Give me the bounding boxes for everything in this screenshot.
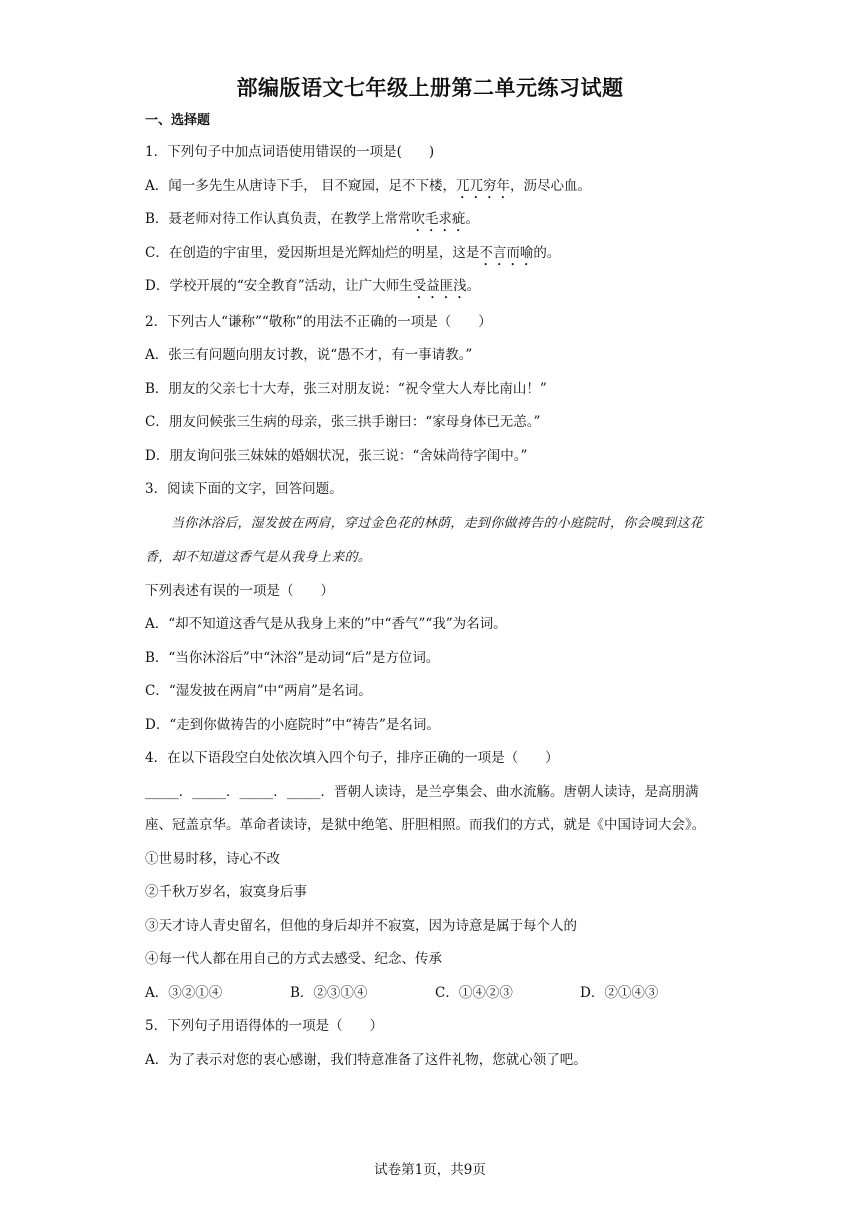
q2-option-c: C．朋友问候张三生病的母亲，张三拱手谢曰：“家母身体已无恙。” [145, 414, 541, 430]
q4-sentence-2: ②千秋万岁名，寂寞身后事 [145, 884, 307, 900]
q4-sentence-3: ③天才诗人青史留名，但他的身后却并不寂寞，因为诗意是属于每个人的 [145, 917, 577, 934]
q4-option-c: C．①④②③ [435, 984, 513, 1001]
q3-option-b: B．“当你沐浴后”中“沐浴”是动词“后”是方位词。 [145, 649, 440, 666]
q3-prompt: 下列表述有误的一项是（ ） [145, 582, 334, 599]
q5-option-a: A．为了表示对您的衷心感谢，我们特意准备了这件礼物，您就心领了吧。 [145, 1051, 587, 1068]
q4-option-d: D．②①④③ [580, 984, 659, 1001]
q2-option-b: B．朋友的父亲七十大寿，张三对朋友说：“祝令堂大人寿比南山！” [145, 380, 547, 397]
q4-stem: 4．在以下语段空白处依次填入四个句子，排序正确的一项是（ ） [145, 750, 559, 766]
q1-option-b: B．聂老师对待工作认真负责，在教学上常常吹毛求疵。 [145, 211, 479, 227]
dotted-word: 吹毛求疵 [411, 211, 466, 227]
q2-option-d: D．朋友询问张三妹妹的婚姻状况，张三说：“舍妹尚待字闺中。” [145, 447, 528, 464]
q3-passage: 当你沐浴后，湿发披在两肩，穿过金色花的林荫，走到你做祷告的小庭院时，你会嗅到这花香，却不知道这香气是从我身上来的。 [145, 515, 704, 565]
q3-option-d: D．“走到你做祷告的小庭院时”中“祷告”是名词。 [145, 716, 440, 733]
q1-option-c: C．在创造的宇宙里，爱因斯坦是光辉灿烂的明星，这是不言而喻的。 [145, 244, 561, 261]
q3-stem: 3．阅读下面的文字，回答问题。 [145, 481, 343, 497]
dotted-word: 不言而喻 [479, 244, 534, 261]
q5-stem: 5．下列句子用语得体的一项是（ ） [145, 1018, 384, 1034]
q2-option-a: A．张三有问题向朋友讨教，说“愚不才，有一事请教。” [145, 347, 473, 363]
q4-option-a: A．③②①④ [145, 984, 223, 1001]
q4-sentence-1: ①世易时移，诗心不改 [145, 850, 280, 867]
q3-option-a: A．“却不知道这香气是从我身上来的”中“香气”“我”为名词。 [145, 616, 507, 632]
q1-stem: 1．下列句子中加点词语使用错误的一项是( ) [145, 144, 435, 160]
q4-text: _____．_____．_____．_____．晋朝人读诗，是兰亭集会、曲水流觞。唐朝人读诗，是高朋满座、冠盖京华。革命者读诗，是狱中绝笔、肝胆相照。而我们的方式，就是《中国诗词大会》。 [145, 783, 706, 833]
page-footer: 试卷第1页，共9页 [374, 1162, 486, 1178]
dotted-word: 兀兀穷年 [456, 177, 511, 194]
q4-sentence-4: ④每一代人都在用自己的方式去感受、纪念、传承 [145, 951, 442, 967]
q1-option-d: D．学校开展的“安全教育”活动，让广大师生受益匪浅。 [145, 278, 481, 294]
q3-option-c: C．“湿发披在两肩”中“两肩”是名词。 [145, 683, 372, 699]
q4-options [145, 977, 725, 1011]
exam-content [145, 110, 725, 1077]
q4-option-b: B．②③①④ [290, 984, 368, 1001]
q1-option-a: A．闻一多先生从唐诗下手， 目不窥园，足不下楼，兀兀穷年，沥尽心血。 [145, 177, 592, 194]
section-heading: 一、选择题 [145, 113, 211, 128]
dotted-word: 受益匪浅 [412, 278, 467, 294]
page-title: 部编版语文七年级上册第二单元练习试题 [236, 76, 624, 100]
q2-stem: 2．下列古人“谦称”“敬称”的用法不正确的一项是（ ） [145, 313, 492, 330]
